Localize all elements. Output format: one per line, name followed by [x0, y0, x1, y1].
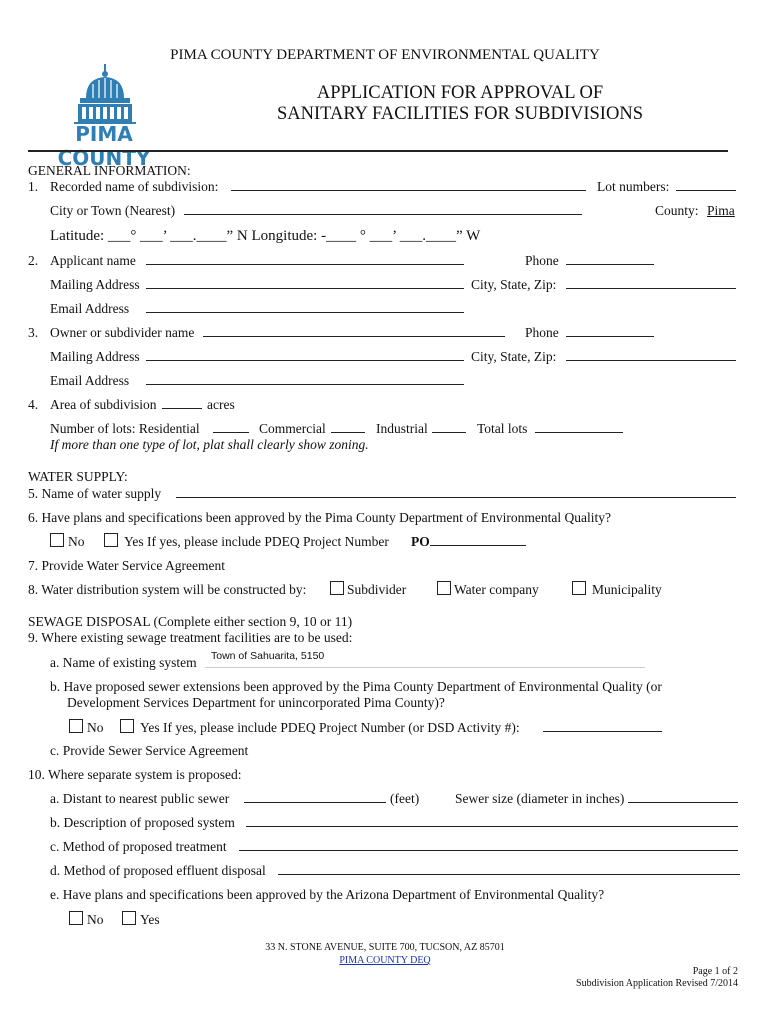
water-company-checkbox[interactable] — [437, 581, 451, 595]
separate-system-label: 10. Where separate system is proposed: — [28, 767, 242, 782]
pima-county-logo — [28, 64, 188, 170]
item-3-number: 3. — [28, 325, 39, 340]
lots-total-label: Total lots — [477, 421, 528, 436]
system-description-label: b. Description of proposed system — [50, 815, 235, 830]
county-value[interactable]: Pima — [707, 203, 735, 218]
applicant-csz-label: City, State, Zip: — [471, 277, 557, 292]
water-plans-yes-checkbox[interactable] — [104, 533, 118, 547]
sewer-extension-no-label: No — [87, 720, 104, 735]
latitude-longitude-field[interactable]: Latitude: ___° ___’ ___.____” N Longitude: -____ ° ___’ ___.____” W — [50, 228, 481, 244]
page-number: Page 1 of 2 — [692, 966, 738, 977]
owner-csz-label: City, State, Zip: — [471, 349, 557, 364]
water-plans-no-checkbox[interactable] — [50, 533, 64, 547]
adeq-approval-yes-checkbox[interactable] — [122, 911, 136, 925]
existing-facilities-label: 9. Where existing sewage treatment facilities are to be used: — [28, 630, 353, 645]
area-field[interactable] — [162, 408, 202, 409]
effluent-disposal-label: d. Method of proposed effluent disposal — [50, 863, 266, 878]
water-service-agreement-label: 7. Provide Water Service Agreement — [28, 558, 225, 573]
applicant-email-label: Email Address — [50, 301, 130, 316]
sewer-extension-question-line2: Development Services Department for unincorporated Pima County)? — [67, 695, 445, 710]
lots-commercial-label: Commercial — [259, 421, 326, 436]
lots-residential-label: Number of lots: Residential — [50, 421, 200, 436]
owner-mailing-label: Mailing Address — [50, 349, 140, 364]
adeq-approval-no-label: No — [87, 912, 104, 927]
city-town-field[interactable] — [184, 214, 582, 215]
municipality-label: Municipality — [592, 582, 662, 597]
city-town-label: City or Town (Nearest) — [50, 203, 176, 218]
existing-system-name-value[interactable]: Town of Sahuarita, 5150 — [211, 650, 325, 662]
sewage-disposal-heading: SEWAGE DISPOSAL (Complete either section 9, 10 or 11) — [28, 614, 353, 629]
effluent-disposal-field[interactable] — [278, 874, 740, 875]
item-2-number: 2. — [28, 253, 39, 268]
form-title-line2: SANITARY FACILITIES FOR SUBDIVISIONS — [277, 104, 643, 124]
water-plans-no-label: No — [68, 534, 85, 549]
existing-system-name-field[interactable] — [205, 667, 645, 668]
zoning-note: If more than one type of lot, plat shall clearly show zoning. — [50, 437, 369, 452]
dsd-activity-number-field[interactable] — [543, 731, 662, 732]
owner-email-field[interactable] — [146, 384, 464, 385]
subdivider-label: Subdivider — [347, 582, 407, 597]
system-description-field[interactable] — [246, 826, 738, 827]
existing-system-name-label: a. Name of existing system — [50, 655, 197, 670]
applicant-mailing-field[interactable] — [146, 288, 464, 289]
distance-to-sewer-field[interactable] — [244, 802, 386, 803]
owner-name-field[interactable] — [203, 336, 505, 337]
sewer-extension-yes-checkbox[interactable] — [120, 719, 134, 733]
water-distribution-label: 8. Water distribution system will be constructed by: — [28, 582, 307, 597]
municipality-checkbox[interactable] — [572, 581, 586, 595]
owner-name-label: Owner or subdivider name — [50, 325, 195, 340]
adeq-approval-no-checkbox[interactable] — [69, 911, 83, 925]
sewer-size-field[interactable] — [628, 802, 738, 803]
water-supply-name-label: 5. Name of water supply — [28, 486, 162, 501]
footer-link-wrap — [0, 955, 770, 967]
pdeq-project-number-field[interactable] — [430, 545, 526, 546]
water-company-label: Water company — [454, 582, 539, 597]
distance-to-sewer-label: a. Distant to nearest public sewer — [50, 791, 230, 806]
applicant-email-field[interactable] — [146, 312, 464, 313]
applicant-phone-field[interactable] — [566, 264, 654, 265]
water-supply-name-field[interactable] — [176, 497, 736, 498]
lots-total-field[interactable] — [535, 432, 623, 433]
footer-address: 33 N. STONE AVENUE, SUITE 700, TUCSON, AZ 85701 — [265, 942, 505, 953]
po-label: PO — [411, 534, 430, 549]
owner-mailing-field[interactable] — [146, 360, 464, 361]
lot-numbers-field[interactable] — [676, 190, 736, 191]
treatment-method-label: c. Method of proposed treatment — [50, 839, 227, 854]
applicant-name-label: Applicant name — [50, 253, 136, 268]
logo-text: PIMA COUNTY — [57, 122, 151, 170]
lots-commercial-field[interactable] — [331, 432, 365, 433]
sewer-size-label: Sewer size (diameter in inches) — [455, 791, 625, 806]
water-plans-question: 6. Have plans and specifications been approved by the Pima County Department of Environmental Quality? — [28, 510, 611, 525]
department-name: PIMA COUNTY DEPARTMENT OF ENVIRONMENTAL QUALITY — [170, 47, 600, 63]
general-information-heading: GENERAL INFORMATION: — [28, 163, 191, 178]
applicant-phone-label: Phone — [525, 253, 559, 268]
sewer-extension-no-checkbox[interactable] — [69, 719, 83, 733]
sewer-extension-question-line1: b. Have proposed sewer extensions been approved by the Pima County Department of Environmental Quality (or — [50, 679, 662, 694]
water-plans-yes-label: Yes If yes, please include PDEQ Project Number — [124, 534, 389, 549]
form-title-line1: APPLICATION FOR APPROVAL OF — [316, 83, 604, 103]
acres-label: acres — [207, 397, 235, 412]
pima-county-deq-link[interactable]: PIMA COUNTY DEQ — [339, 955, 431, 966]
treatment-method-field[interactable] — [239, 850, 738, 851]
owner-email-label: Email Address — [50, 373, 130, 388]
revision-date: Subdivision Application Revised 7/2014 — [576, 978, 738, 989]
applicant-csz-field[interactable] — [566, 288, 736, 289]
subdivider-checkbox[interactable] — [330, 581, 344, 595]
area-label: Area of subdivision — [50, 397, 157, 412]
item-4-number: 4. — [28, 397, 39, 412]
water-supply-heading: WATER SUPPLY: — [28, 469, 128, 484]
lots-industrial-label: Industrial — [376, 421, 428, 436]
adeq-approval-yes-label: Yes — [140, 912, 160, 927]
item-1-number: 1. — [28, 179, 39, 194]
owner-csz-field[interactable] — [566, 360, 736, 361]
lots-residential-field[interactable] — [213, 432, 249, 433]
recorded-name-field[interactable] — [231, 190, 586, 191]
applicant-name-field[interactable] — [146, 264, 464, 265]
owner-phone-label: Phone — [525, 325, 559, 340]
lots-industrial-field[interactable] — [432, 432, 466, 433]
feet-label: (feet) — [390, 791, 420, 806]
recorded-name-label: Recorded name of subdivision: — [50, 179, 219, 194]
applicant-mailing-label: Mailing Address — [50, 277, 140, 292]
sewer-extension-yes-label: Yes If yes, please include PDEQ Project Number (or DSD Activity #): — [140, 720, 520, 735]
header-divider — [28, 150, 728, 152]
lot-numbers-label: Lot numbers: — [597, 179, 670, 194]
sewer-service-agreement-label: c. Provide Sewer Service Agreement — [50, 743, 249, 758]
adeq-approval-question: e. Have plans and specifications been approved by the Arizona Department of Environmental Quality? — [50, 887, 605, 902]
county-label: County: — [655, 203, 699, 218]
owner-phone-field[interactable] — [566, 336, 654, 337]
